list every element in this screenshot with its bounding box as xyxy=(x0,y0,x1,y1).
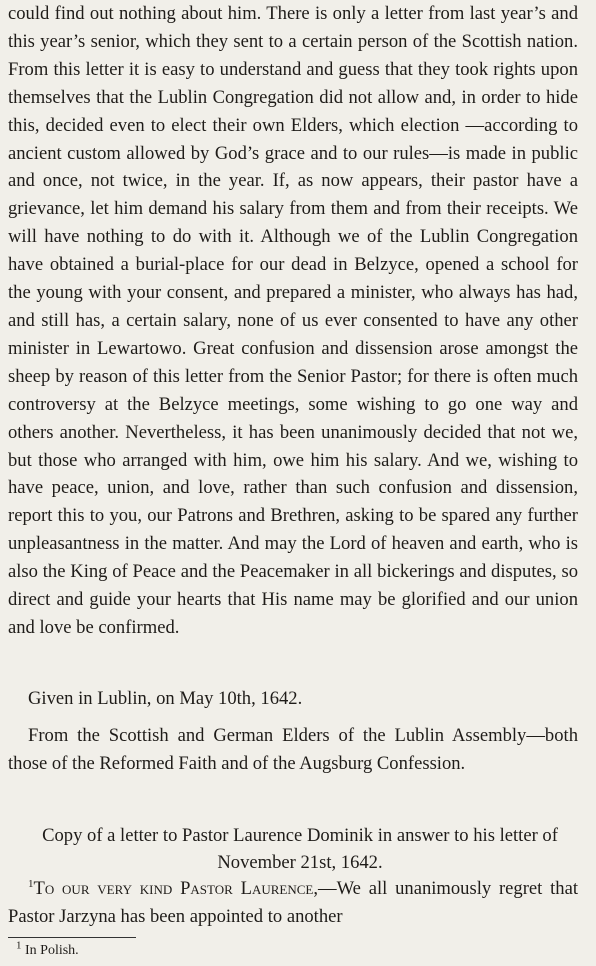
signatories-paragraph: From the Scottish and German Elders of the Lublin Assembly—both those of the Reformed Faith and of the Augsburg Confession. xyxy=(8,725,578,774)
salutation-address: To our very kind Pastor Laurence, xyxy=(33,878,318,899)
date-line: Given in Lublin, on May 10th, 1642. xyxy=(28,688,303,709)
letter-heading: Copy of a letter to Pastor Laurence Dominik in answer to his letter of November 21st, 1642. xyxy=(42,825,558,873)
salutation-text: —We all unanimously regret that Pastor Jarzyna has been appointed to another xyxy=(8,878,579,927)
footnote-text: In Polish. xyxy=(25,943,79,958)
footnote-reference: 1 xyxy=(28,877,34,890)
footnote-rule xyxy=(8,937,136,938)
footnote xyxy=(16,939,79,960)
salutation-paragraph xyxy=(8,875,578,931)
main-paragraph: could find out nothing about him. There is only a letter from last year’s and this year’s senior, which they sent to a certain person of the Scottish nation. From this letter it is easy to understand and guess that they took rights upon themselves that the Lublin Congregation did not allow and, in order to hide this, decided even to elect their own Elders, which election —according to ancient custom allowed by God’s grace and to our rules—is made in public and once, not twice, in the year. If, as now appears, their pastor have a grievance, let him demand his salary from them and from their receipts. We will have nothing to do with it. Although we of the Lublin Congregation have obtained a burial-place for our dead in Belzyce, opened a school for the young with your consent, and prepared a minister, who always has had, and still has, a certain salary, none of us ever consented to have any other minister in Lewartowo. Great confusion and dissension arose amongst the sheep by reason of this letter from the Senior Pastor; for there is often much controversy at the Belzyce meetings, some wishing to go one way and others another. Nevertheless, it has been unanimously decided that not we, but those who arranged with him, owe him his salary. And we, wishing to have peace, union, and love, rather than such confusion and dissension, report this to you, our Patrons and Brethren, asking to be spared any further unpleasantness in the matter. And may the Lord of heaven and earth, who is also the King of Peace and the Peacemaker in all bickerings and disputes, so direct and guide your hearts that His name may be glorified and our union and love be confirmed. xyxy=(8,3,578,638)
footnote-marker: 1 xyxy=(16,939,22,952)
